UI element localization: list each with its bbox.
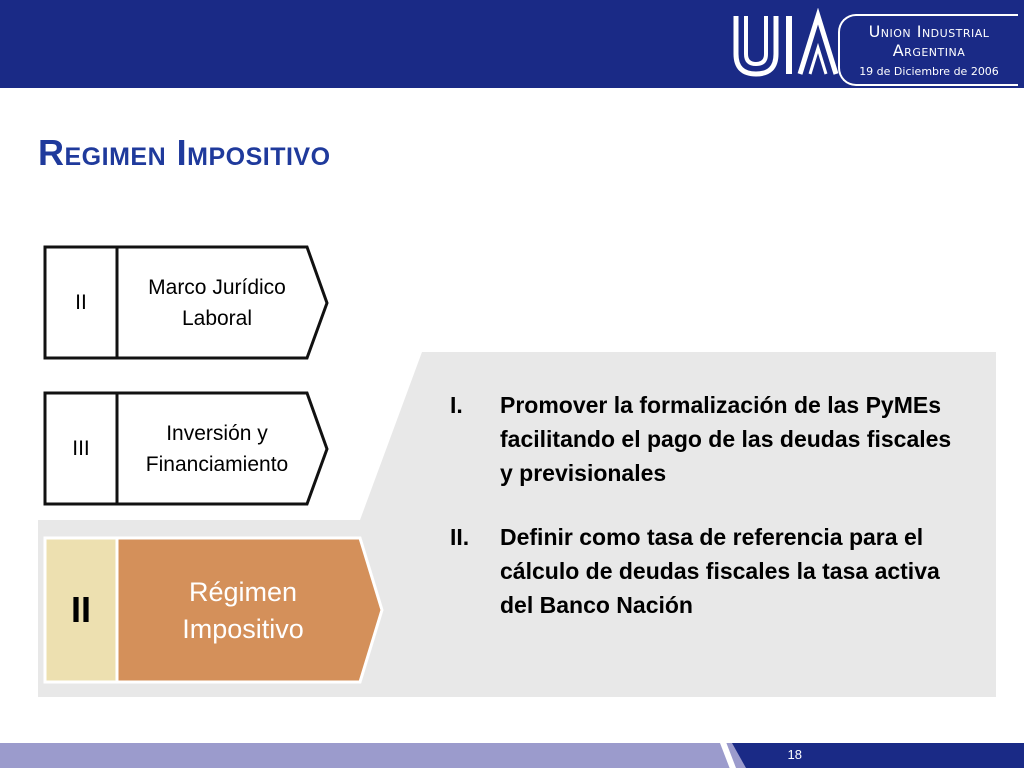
header-date: 19 de Diciembre de 2006 bbox=[859, 65, 999, 78]
active-chevron-number: II bbox=[70, 589, 91, 630]
footer-accent bbox=[724, 743, 1024, 768]
point-2-number: II. bbox=[450, 524, 470, 550]
footer-divider bbox=[720, 743, 736, 768]
chevron-1-label bbox=[117, 272, 317, 334]
point-2-text: Definir como tasa de referencia para el cálculo de deudas fiscales la tasa activa del Banco Nación bbox=[500, 524, 940, 618]
point-1-text: Promover la formalización de las PyMEs facilitando el pago de las deudas fiscales y previsionales bbox=[500, 392, 952, 486]
chevron-1-label-line1: Marco Jurídico bbox=[148, 276, 286, 299]
org-name-line1: Union Industrial bbox=[868, 22, 990, 41]
point-item-1 bbox=[450, 388, 970, 490]
footer-bar bbox=[0, 743, 1024, 768]
point-1-number: I. bbox=[450, 392, 463, 418]
active-chevron-label-line1: Régimen bbox=[188, 577, 298, 607]
chevron-2-label bbox=[117, 418, 317, 480]
chevron-2-label-line1: Inversión y bbox=[166, 422, 268, 445]
active-chevron-label-line2: Impositivo bbox=[182, 614, 304, 644]
page-number: 18 bbox=[787, 747, 802, 762]
point-item-2 bbox=[450, 520, 970, 622]
chevron-1-label-line2: Laboral bbox=[181, 307, 253, 330]
chevron-1-number: II bbox=[75, 291, 87, 314]
slide-title: Regimen Impositivo bbox=[38, 132, 331, 173]
chevron-2-label-line2: Financiamiento bbox=[145, 453, 289, 476]
chevron-2-number: III bbox=[72, 437, 90, 460]
active-chevron-label bbox=[117, 574, 369, 648]
org-name-line2: Argentina bbox=[892, 41, 966, 60]
points-list bbox=[450, 388, 970, 652]
